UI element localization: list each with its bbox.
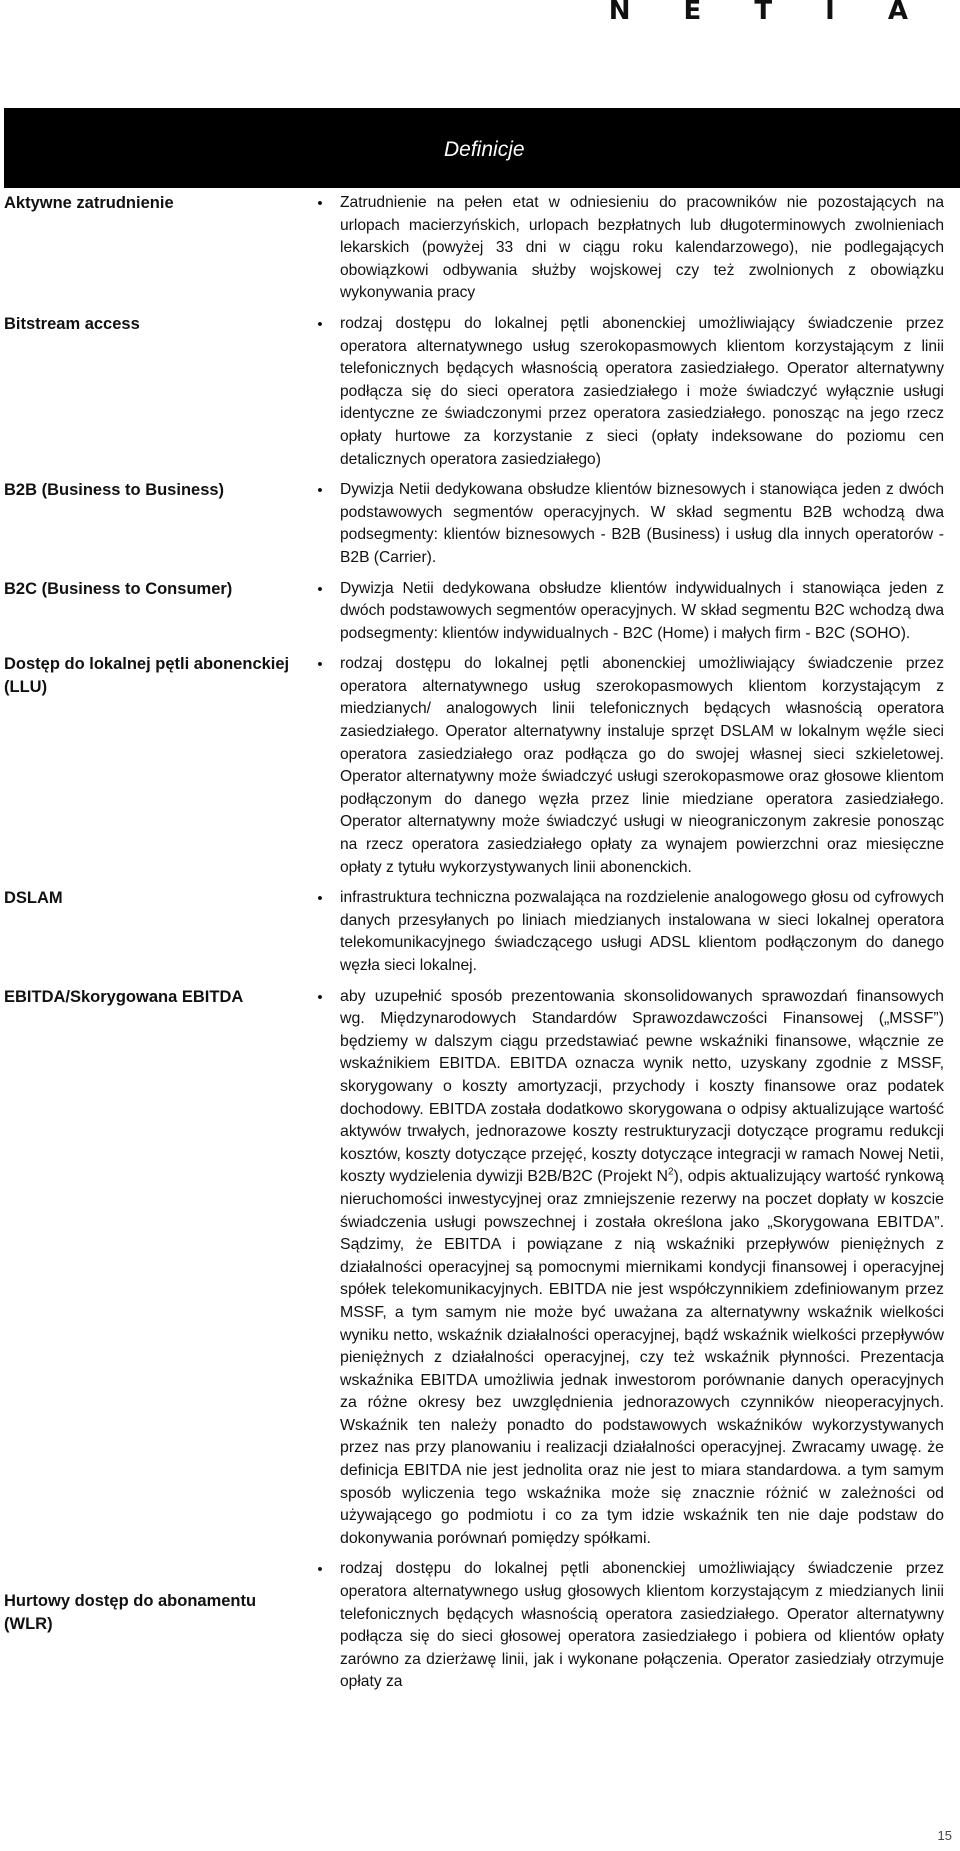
definition-row xyxy=(4,647,954,881)
definition-text: infrastruktura techniczna pozwalająca na rozdzielenie analogowego głosu od cyfrowych danych przesyłanych po liniach miedzianych instalowana w sieci lokalnej operatora telekomunikacyjnego świadczącego usługi ADSL klientom podłączonym do danego węzła sieci lokalnej. xyxy=(340,889,944,974)
definition-row xyxy=(4,186,954,307)
bullet-icon: • xyxy=(317,1561,323,1579)
footnote-superscript: 2 xyxy=(667,1167,674,1179)
bullet-icon: • xyxy=(317,195,323,212)
definition-text: rodzaj dostępu do lokalnej pętli abonenckiej umożliwiający świadczenie przez operatora alternatywnego usług głosowych klientom korzystającym z miedzianych linii telefonicznych będących własnością operatora zasiedziałego. Operator alternatywny podłącza się do sieci głosowej operatora zasiedziałego i pobiera od klientów opłaty zarówno za dzierżawę linii, jak i wykonane połączenia. Operator zasiedziały otrzymuje opłaty za xyxy=(340,1560,944,1691)
bullet-icon: • xyxy=(317,315,323,333)
definition-term: DSLAM xyxy=(4,889,63,908)
bullet-icon: • xyxy=(317,580,323,598)
bullet-icon: • xyxy=(317,988,323,1006)
definitions-list xyxy=(4,186,954,1696)
definition-row xyxy=(4,881,954,979)
definition-term: Dostęp do lokalnej pętli abonenckiej (LLU) xyxy=(4,655,290,697)
definition-row xyxy=(4,307,954,473)
definition-term: Bitstream access xyxy=(4,314,140,333)
definition-text xyxy=(340,980,944,1553)
definition-text-part: ), odpis aktualizujący wartość rynkową nieruchomości inwestycyjnej oraz zmniejszenie rezerwy na poczet dopłaty w koszcie świadczenia usługi powszechnej i została określona jako „Skorygowana EBITDA”. Sądzimy, że EBITDA i powiązane z nią wskaźniki przepływów pieniężnych z działalności operacyjnej są pomocnymi miernikami kondycji finansowej i operacyjnej spółek telekomunikacyjnych. EBITDA nie jest współczynnikiem zdefiniowanym przez MSSF, a tym samym nie może być uważana za alternatywny wskaźnik wielkości wyniku netto, wskaźnik działalności operacyjnej, bądź wskaźnik wielkości przepływów pieniężnych z działalności operacyjnej, czy też wskaźnik płynności. Prezentacja wskaźnika EBITDA umożliwia jednak inwestorom porównanie danych operacyjnych za różne okresy bez uwzględnienia jednorazowych czynników nieoperacyjnych. Wskaźnik ten należy ponadto do podstawowych wskaźników wykorzystywanych przez nas przy planowaniu i realizacji działalności operacyjnej. Zwracamy uwagę. że definicja EBITDA nie jest jednolita oraz nie jest to miara standardowa. a tym samym sposób wyliczenia tego wskaźnika może się znacznie różnić w zależności od używającego go podmiotu i co za tym idzie wskaźnik ten nie daje podstaw do dokonywania porównań pomiędzy spółkami. xyxy=(340,1168,945,1547)
bullet-icon: • xyxy=(317,890,323,908)
definition-text: rodzaj dostępu do lokalnej pętli abonenckiej umożliwiający świadczenie przez operatora alternatywnego usług szerokopasmowych klientom korzystającym z miedzianych/ analogowych linii telefonicznych będących własnością operatora zasiedziałego. Operator alternatywny instaluje sprzęt DSLAM w lokalnym węźle sieci operatora zasiedziałego oraz podłącza go do swojej własnej sieci szkieletowej. Operator alternatywny może świadczyć usługi szerokopasmowe oraz głosowe klientom podłączonym do danego węzła przez linie miedziane operatora zasiedziałego. Operator alternatywny może świadczyć usługi w nieograniczonym zakresie ponosząc na rzecz operatora zasiedziałego opłaty za wynajem powierzchni oraz miesięczne opłaty z tytułu wykorzystywanych linii abonenckich. xyxy=(340,655,944,876)
definition-term: Aktywne zatrudnienie xyxy=(4,194,174,212)
definition-row xyxy=(4,572,954,648)
definition-text: Dywizja Netii dedykowana obsłudze klientów biznesowych i stanowiąca jeden z dwóch podstawowych segmentów operacyjnych. W skład segmentu B2B wchodzą dwa podsegmenty: klientów biznesowych - B2B (Business) i usług dla innych operatorów - B2B (Carrier). xyxy=(340,481,944,566)
definition-term: EBITDA/Skorygowana EBITDA xyxy=(4,987,244,1006)
section-banner xyxy=(4,108,960,188)
definition-text: Dywizja Netii dedykowana obsłudze klientów indywidualnych i stanowiąca jeden z dwóch podstawowych segmentów operacyjnych. W skład segmentu B2C wchodzą dwa podsegmenty: klientów indywidualnych - B2C (Home) i małych firm - B2C (SOHO). xyxy=(340,579,944,642)
bullet-icon: • xyxy=(317,482,323,500)
definition-term: B2B (Business to Business) xyxy=(4,481,225,500)
definition-row xyxy=(4,980,954,1553)
definition-text: rodzaj dostępu do lokalnej pętli abonenckiej umożliwiający świadczenie przez operatora alternatywnego usług szerokopasmowych klientom korzystającym z linii telefonicznych będących własnością operatora zasiedziałego. Operator alternatywny podłącza się do sieci operatora zasiedziałego i może świadczyć wyłącznie usługi identyczne ze świadczonymi przez operatora zasiedziałego. ponosząc na jego rzecz opłaty hurtowe za korzystanie z sieci (opłaty indeksowane do poziomu cen detalicznych operatora zasiedziałego) xyxy=(340,314,944,468)
definition-text-part: aby uzupełnić sposób prezentowania skonsolidowanych sprawozdań finansowych wg. Międzynarodowych Standardów Sprawozdawczości Finansowej („MSSF”) będziemy w dalszym ciągu przedstawiać pewne wskaźniki finansowe, włącznie ze wskaźnikiem EBITDA. EBITDA oznacza wynik netto, uzyskany zgodnie z MSSF, skorygowany o koszty amortyzacji, przychody i koszty finansowe oraz podatek dochodowy. EBITDA została dodatkowo skorygowana o odpisy aktualizujące wartość aktywów trwałych, jednorazowe koszty restrukturyzacji dotyczące programu redukcji kosztów, koszty dotyczące przejęć, koszty dotyczące integracji w ramach Nowej Netii, koszty wydzielenia dywizji B2B/B2C (Projekt N xyxy=(340,987,944,1186)
bullet-icon: • xyxy=(317,656,323,674)
netia-logo: N E T I A xyxy=(608,0,930,26)
definition-term: Hurtowy dostęp do abonamentu (WLR) xyxy=(4,1592,257,1634)
definition-row xyxy=(4,1552,954,1696)
section-title: Definicje xyxy=(444,138,525,161)
page-number: 15 xyxy=(937,1828,952,1843)
definition-term: B2C (Business to Consumer) xyxy=(4,579,233,598)
definition-row xyxy=(4,473,954,571)
definition-text: Zatrudnienie na pełen etat w odniesieniu do pracowników nie pozostających na urlopach macierzyńskich, urlopach bezpłatnych lub długoterminowych zwolnieniach lekarskich (powyżej 33 dni w ciągu roku kalendarzowego), nie podlegających obowiązkowi odbywania służby wojskowej czy też zwolnionych z obowiązku wykonywania pracy xyxy=(340,194,944,302)
